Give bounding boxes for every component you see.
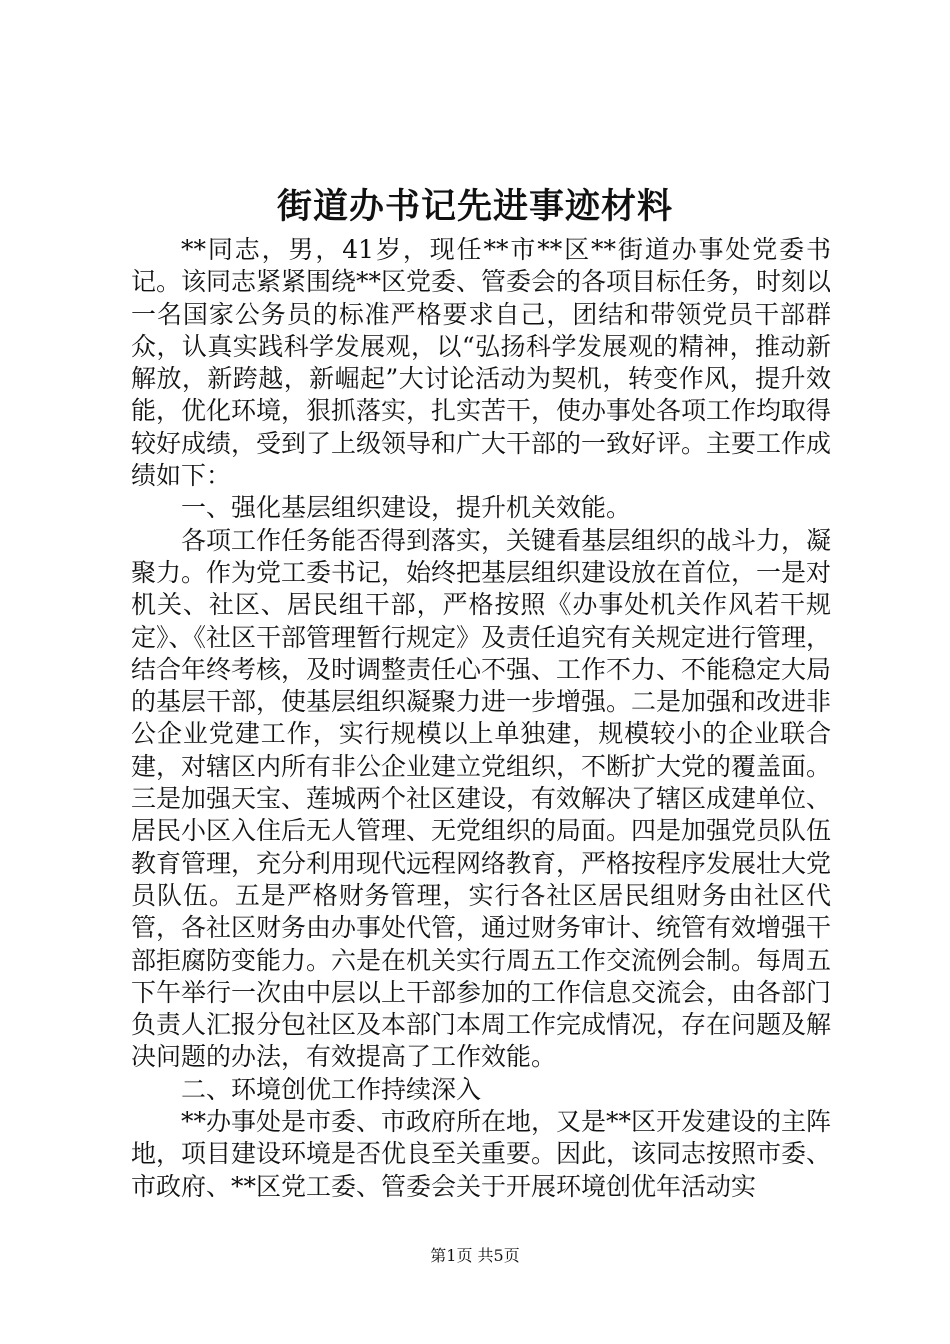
paragraph-intro: **同志，男，41岁，现任**市**区**街道办事处党委书记。该同志紧紧围绕**区党委、管委会的各项目标任务，时刻以一名国家公务员的标准严格要求自己，团结和带领党员干部群众，认真实践科学发展观，以“弘扬科学发展观的精神，推动新解放，新跨越，新崛起”大讨论活动为契机，转变作风，提升效能，优化环境，狠抓落实，扎实苦干，使办事处各项工作均取得较好成绩，受到了上级领导和广大干部的一致好评。主要工作成绩如下： xyxy=(131,235,832,491)
document-body xyxy=(131,234,831,1203)
paragraph-section-2: **办事处是市委、市政府所在地，又是**区开发建设的主阵地，项目建设环境是否优良至关重要。因此，该同志按照市委、市政府、**区党工委、管委会关于开展环境创优年活动实 xyxy=(131,1107,832,1201)
section-heading-2: 二、环境创优工作持续深入 xyxy=(181,1074,482,1104)
page-number-footer: 第1页 共5页 xyxy=(430,1246,520,1265)
section-heading-1: 一、强化基层组织建设，提升机关效能。 xyxy=(181,493,632,523)
paragraph-section-1: 各项工作任务能否得到落实，关键看基层组织的战斗力，凝聚力。作为党工委书记，始终把基层组织建设放在首位，一是对机关、社区、居民组干部，严格按照《办事处机关作风若干规定》、《社区干部管理暂行规定》及责任追究有关规定进行管理，结合年终考核，及时调整责任心不强、工作不力、不能稳定大局的基层干部，使基层组织凝聚力进一步增强。二是加强和改进非公企业党建工作，实行规模以上单独建，规模较小的企业联合建，对辖区内所有非公企业建立党组织，不断扩大党的覆盖面。三是加强天宝、莲城两个社区建设，有效解决了辖区成建单位、居民小区入住后无人管理、无党组织的局面。四是加强党员队伍教育管理，充分利用现代远程网络教育，严格按程序发展壮大党员队伍。五是严格财务管理，实行各社区居民组财务由社区代管，各社区财务由办事处代管，通过财务审计、统管有效增强干部拒腐防变能力。六是在机关实行周五工作交流例会制。每周五下午举行一次由中层以上干部参加的工作信息交流会，由各部门负责人汇报分包社区及本部门本周工作完成情况，存在问题及解决问题的办法，有效提高了工作效能。 xyxy=(131,525,832,1072)
document-title: 街道办书记先进事迹材料 xyxy=(276,186,673,227)
